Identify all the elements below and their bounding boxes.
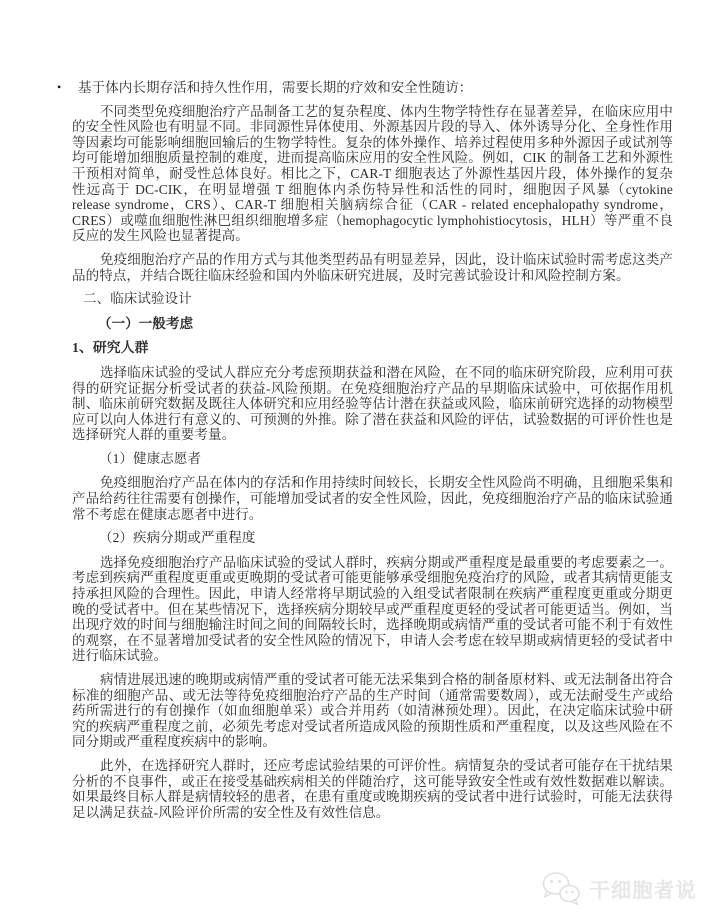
paragraph-design-note: 免疫细胞治疗产品的作用方式与其他类型药品有明显差异，因此，设计临床试验时需考虑这类产品的特点，并结合既往临床经验和国内外临床研究进展，及时完善试验设计和风险控制方案。 — [72, 251, 673, 283]
bullet-item — [57, 80, 673, 96]
paragraph-disease-stage-2: 病情进展迅速的晚期或病情严重的受试者可能无法采集到合格的制备原材料、或无法制备出符合标准的细胞产品、或无法等待免疫细胞治疗产品的生产时间（通常需要数周），或无法耐受生产或给药所需进行的有创操作（如血细胞单采）或合并用药（如清淋预处理）。因此，在决定临床试验中研究的疾病严重程度之前，必须先考虑对受试者所造成风险的预期性质和严重程度，以及这些风险在不同分期或严重程度疾病中的影响。 — [72, 672, 673, 750]
wechat-icon — [541, 870, 581, 907]
heading-clinical-trial-design: 二、临床试验设计 — [83, 291, 192, 307]
watermark — [541, 868, 698, 908]
paragraph-healthy-volunteers: 免疫细胞治疗产品在体内的存活和作用持续时间较长，长期安全性风险尚不明确，且细胞采集和产品给药往往需要有创操作，可能增加受试者的安全性风险，因此，免疫细胞治疗产品的临床试验通常不考虑在健康志愿者中进行。 — [72, 475, 673, 522]
document-content — [57, 80, 673, 828]
heading-disease-stage: （2）疾病分期或严重程度 — [99, 530, 256, 546]
paragraph-population-selection: 选择临床试验的受试人群应充分考虑预期获益和潜在风险，在不同的临床研究阶段，应利用可获得的研究证据分析受试者的获益-风险预期。在免疫细胞治疗产品的早期临床试验中，可依据作用机制、临床前研究数据及既往人体研究和应用经验等估计潜在获益或风险，临床前研究选择的动物模型应可以向人体进行有意义的、可预测的外推。除了潜在获益和风险的评估，试验数据的可评价性也是选择研究人群的重要考量。 — [72, 364, 673, 443]
heading-general-considerations: （一）一般考虑 — [98, 315, 194, 331]
heading-study-population: 1、研究人群 — [72, 340, 149, 356]
paragraph-product-differences: 不同类型免疫细胞治疗产品制备工艺的复杂程度、体内生物学特性存在显著差异，在临床应用中的安全性风险也有明显不同。非同源性异体使用、外源基因片段的导入、体外诱导分化、全身性作用等因素均可能影响细胞回输后的生物学特性。复杂的体外操作、培养过程使用多种外源因子或试剂等均可能增加细胞质量控制的难度，进而提高临床应用的安全性风险。例如，CIK 的制备工艺和外源性干预相对简单，耐受性总体良好。相比之下，CAR-T 细胞表达了外源性基因片段，体外操作的复杂性远高于 DC-CIK，在明显增强 T 细胞体内杀伤特异性和活性的同时，细胞因子风暴（cytokine release syndrome，CRS）、CAR-T 细胞相关脑病综合征（CAR - related encephalopathy syndrome，CRES）或噬血细胞性淋巴组织细胞增多症（hemophagocytic lymphohistiocytosis，HLH）等严重不良反应的发生风险也显著提高。 — [72, 103, 673, 244]
bullet-icon: • — [57, 80, 62, 94]
paragraph-disease-stage-1: 选择免疫细胞治疗产品临床试验的受试人群时，疾病分期或严重程度是最重要的考虑要素之一。考虑到疾病严重程度更重或更晚期的受试者可能更能够承受细胞免疫治疗的风险，或者其病情更能支持承担风险的合理性。因此，申请人经常将早期试验的入组受试者限制在疾病严重程度更重或分期更晚的受试者中。但在某些情况下，选择疾病分期较早或严重程度更轻的受试者可能更适当。例如，当出现疗效的时间与细胞输注时间之间的间隔较长时，选择晚期或病情严重的受试者可能不利于有效性的观察，在不显著增加受试者的安全性风险的情况下，申请人会考虑在较早期或病情更轻的受试者中进行临床试验。 — [72, 554, 673, 664]
heading-healthy-volunteers: （1）健康志愿者 — [99, 450, 202, 466]
paragraph-evaluability: 此外，在选择研究人群时，还应考虑试验结果的可评价性。病情复杂的受试者可能存在干扰结果分析的不良事件，或正在接受基础疾病相关的伴随治疗，这可能导致安全性或有效性数据难以解读。如果最终目标人群是病情较轻的患者，在患有重度或晚期疾病的受试者中进行试验时，可能无法获得足以满足获益-风险评价所需的安全性及有效性信息。 — [72, 757, 673, 820]
bullet-text: 基于体内长期存活和持久性作用，需要长期的疗效和安全性随访： — [78, 80, 473, 95]
watermark-label: 干细胞者说 — [589, 879, 697, 902]
